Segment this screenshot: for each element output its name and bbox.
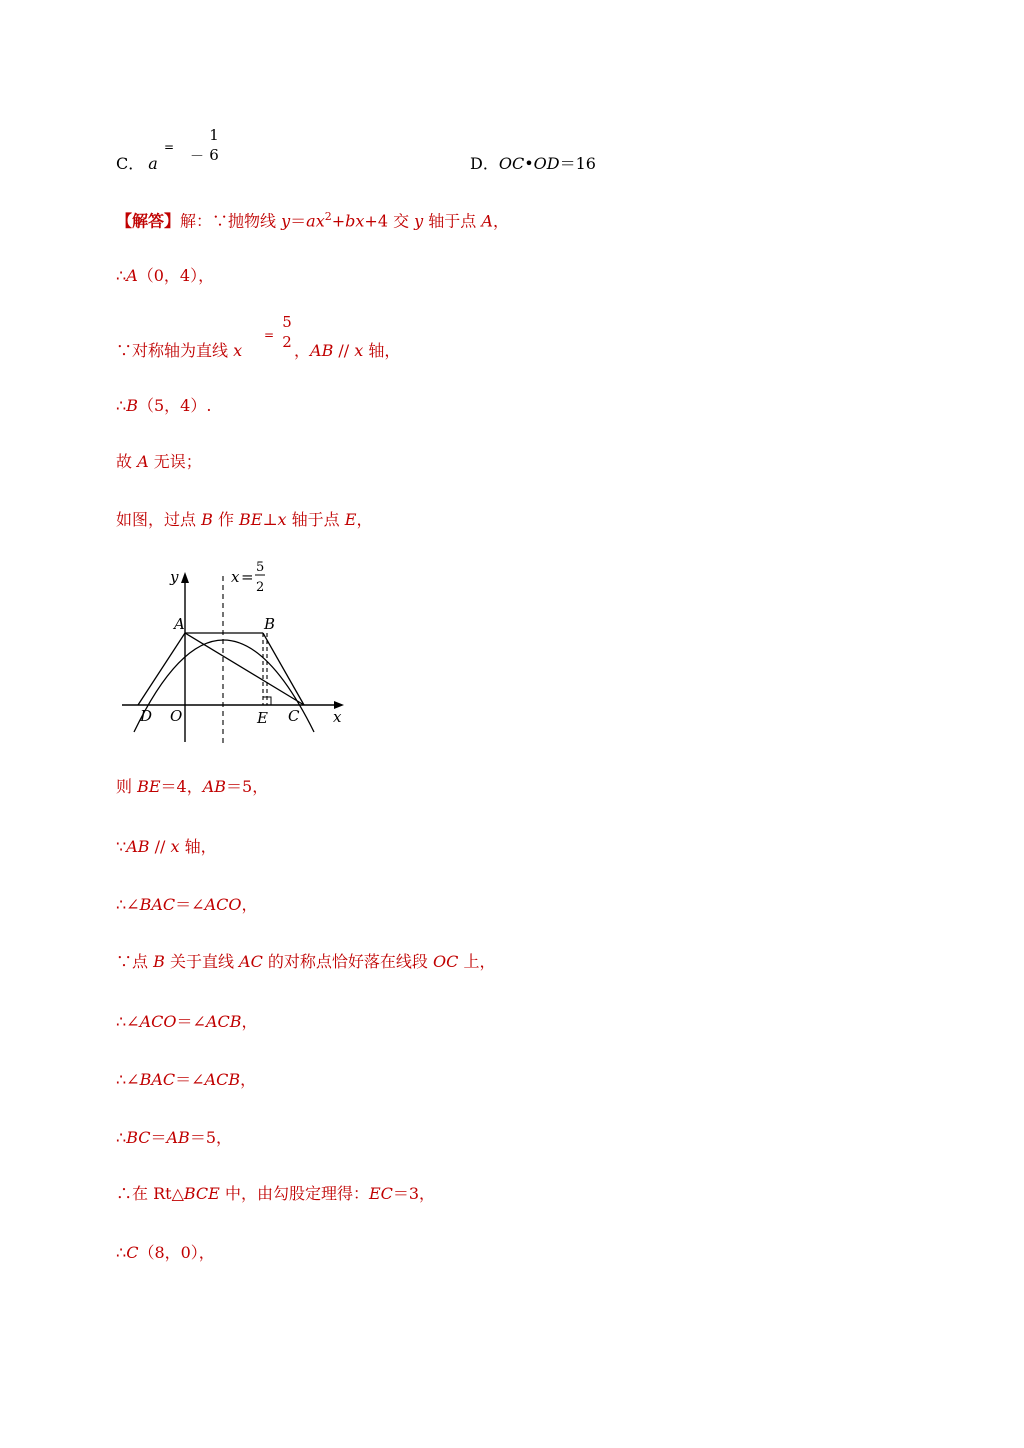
text: 的对称点恰好落在线段 <box>262 952 434 971</box>
text: ∴∠ <box>116 895 140 914</box>
var: ax <box>306 211 325 231</box>
text: （0，4）， <box>137 266 215 285</box>
text: 如图，过点 <box>116 510 202 529</box>
label-o: O <box>170 707 183 725</box>
text: （5，4）. <box>137 396 212 415</box>
var: BE <box>137 777 161 796</box>
axis-label-num: 5 <box>256 560 265 575</box>
option-d-dot: • <box>524 154 534 173</box>
var: BC <box>126 1128 151 1147</box>
text: ， <box>356 510 373 529</box>
var: AB <box>126 837 150 856</box>
text: ∴ <box>116 1243 127 1262</box>
text: ∵点 <box>116 952 154 971</box>
solution-line-4 <box>116 396 211 416</box>
label-b: B <box>264 615 276 633</box>
segment-ad <box>138 633 185 705</box>
solution-line-13 <box>116 1128 232 1148</box>
text: ， <box>241 895 258 914</box>
line-3-fraction <box>280 313 294 351</box>
option-c-eq: = <box>164 140 175 154</box>
text: ＝4， <box>160 777 203 796</box>
var: B <box>153 952 165 971</box>
solution-line-3-rest <box>294 341 400 361</box>
solution-line-8 <box>116 837 217 857</box>
var: bx <box>345 211 365 231</box>
text: 作 <box>212 510 240 529</box>
var: x <box>277 510 287 529</box>
var: ACO <box>204 895 242 914</box>
denominator: 2 <box>282 333 292 351</box>
var: AB <box>310 341 334 360</box>
text: +4 交 <box>364 211 415 231</box>
axis-label-eq: = <box>241 568 254 586</box>
var: B <box>126 396 138 415</box>
text: 无误； <box>148 452 202 471</box>
solution-line-11 <box>116 1012 258 1032</box>
text: 上， <box>458 952 496 971</box>
option-d-od: OD <box>533 154 560 173</box>
solution-line-5 <box>116 452 202 472</box>
text: ∴ <box>116 266 127 285</box>
var: B <box>201 510 213 529</box>
var: x <box>170 837 180 856</box>
text: ＝ <box>150 1128 167 1147</box>
parabola-curve <box>134 640 314 732</box>
text: ∴在 Rt△ <box>116 1184 184 1203</box>
var: AC <box>239 952 263 971</box>
text: 则 <box>116 777 138 796</box>
var: ACB <box>205 1012 242 1031</box>
text: ＝∠ <box>175 895 205 914</box>
solution-line-10 <box>116 952 495 972</box>
label-e: E <box>257 709 268 727</box>
text: 解：∵抛物线 <box>180 211 282 231</box>
option-c-den: 6 <box>209 146 219 164</box>
var: y <box>281 211 291 231</box>
text: ∴∠ <box>116 1070 140 1089</box>
label-y: y <box>170 568 179 586</box>
text: + <box>331 211 346 231</box>
parabola-figure <box>116 556 348 748</box>
solution-line-14 <box>116 1184 435 1204</box>
option-d-oc: OC <box>498 154 525 173</box>
superscript: 2 <box>324 210 332 223</box>
text: 关于直线 <box>164 952 240 971</box>
text: ， <box>241 1012 258 1031</box>
var: A <box>126 266 138 285</box>
text: ＝5， <box>226 777 269 796</box>
var: AB <box>166 1128 190 1147</box>
var: y <box>414 211 424 231</box>
label-c: C <box>288 707 300 725</box>
option-d-rest: ＝16 <box>559 154 596 173</box>
label-x: x <box>333 708 342 726</box>
solution-line-6 <box>116 510 372 530</box>
text: // <box>333 341 355 360</box>
text: ＝3， <box>392 1184 436 1203</box>
var: BCE <box>183 1184 220 1203</box>
var: BE <box>239 510 263 529</box>
var: BAC <box>139 1070 176 1089</box>
option-c-var: a <box>148 154 158 173</box>
solution-header: 【解答】 <box>116 211 181 231</box>
text: 中，由勾股定理得： <box>219 1184 369 1203</box>
option-c-minus: － <box>190 149 204 165</box>
text: 轴， <box>363 341 401 360</box>
text: ， <box>294 341 311 360</box>
var: ACB <box>204 1070 241 1089</box>
axis-label-den: 2 <box>256 580 265 595</box>
text: ＝5， <box>189 1128 232 1147</box>
text: ＝∠ <box>176 1012 206 1031</box>
text: ∴∠ <box>116 1012 140 1031</box>
text: ∴ <box>116 1128 127 1147</box>
var: BAC <box>139 895 176 914</box>
text: ⊥ <box>262 510 278 529</box>
text: ， <box>492 211 509 231</box>
var: AB <box>202 777 227 796</box>
y-axis-arrow <box>181 572 189 583</box>
var: E <box>344 510 357 529</box>
text: ＝ <box>290 211 307 231</box>
parabola-diagram <box>116 556 348 748</box>
text: ＝∠ <box>175 1070 205 1089</box>
text: // <box>149 837 171 856</box>
var: C <box>126 1243 139 1262</box>
text: （8，0）， <box>138 1243 215 1262</box>
var: OC <box>433 952 459 971</box>
var: ACO <box>139 1012 177 1031</box>
text: 轴于点 <box>286 510 345 529</box>
segment-bc <box>263 633 304 705</box>
line-3-eq: = <box>264 328 275 342</box>
label-d: D <box>140 707 153 725</box>
text: 轴， <box>179 837 217 856</box>
solution-line-7 <box>116 777 268 797</box>
var: x <box>233 341 243 360</box>
option-c <box>116 154 158 174</box>
text: 轴于点 <box>423 211 482 231</box>
var: A <box>481 211 493 231</box>
solution-line-15 <box>116 1243 215 1263</box>
var: EC <box>368 1184 393 1203</box>
option-c-num: 1 <box>209 126 219 144</box>
solution-line-2 <box>116 266 214 286</box>
text: ∴ <box>116 396 127 415</box>
text: ∵ <box>116 837 127 856</box>
option-c-label: C． <box>116 154 145 173</box>
text: 故 <box>116 452 138 471</box>
text: ∵对称轴为直线 <box>116 341 234 360</box>
label-a: A <box>174 615 185 633</box>
solution-line-1 <box>116 207 509 231</box>
solution-line-3 <box>116 341 242 361</box>
solution-line-12 <box>116 1070 256 1090</box>
axis-label-x: x <box>231 568 240 586</box>
option-d <box>470 154 596 174</box>
var: A <box>137 452 149 471</box>
numerator: 5 <box>282 313 292 331</box>
option-d-label: D． <box>470 154 499 173</box>
option-c-fraction <box>206 126 222 164</box>
segment-ac <box>185 633 304 705</box>
text: ， <box>240 1070 257 1089</box>
solution-line-9 <box>116 895 258 915</box>
var: x <box>354 341 364 360</box>
